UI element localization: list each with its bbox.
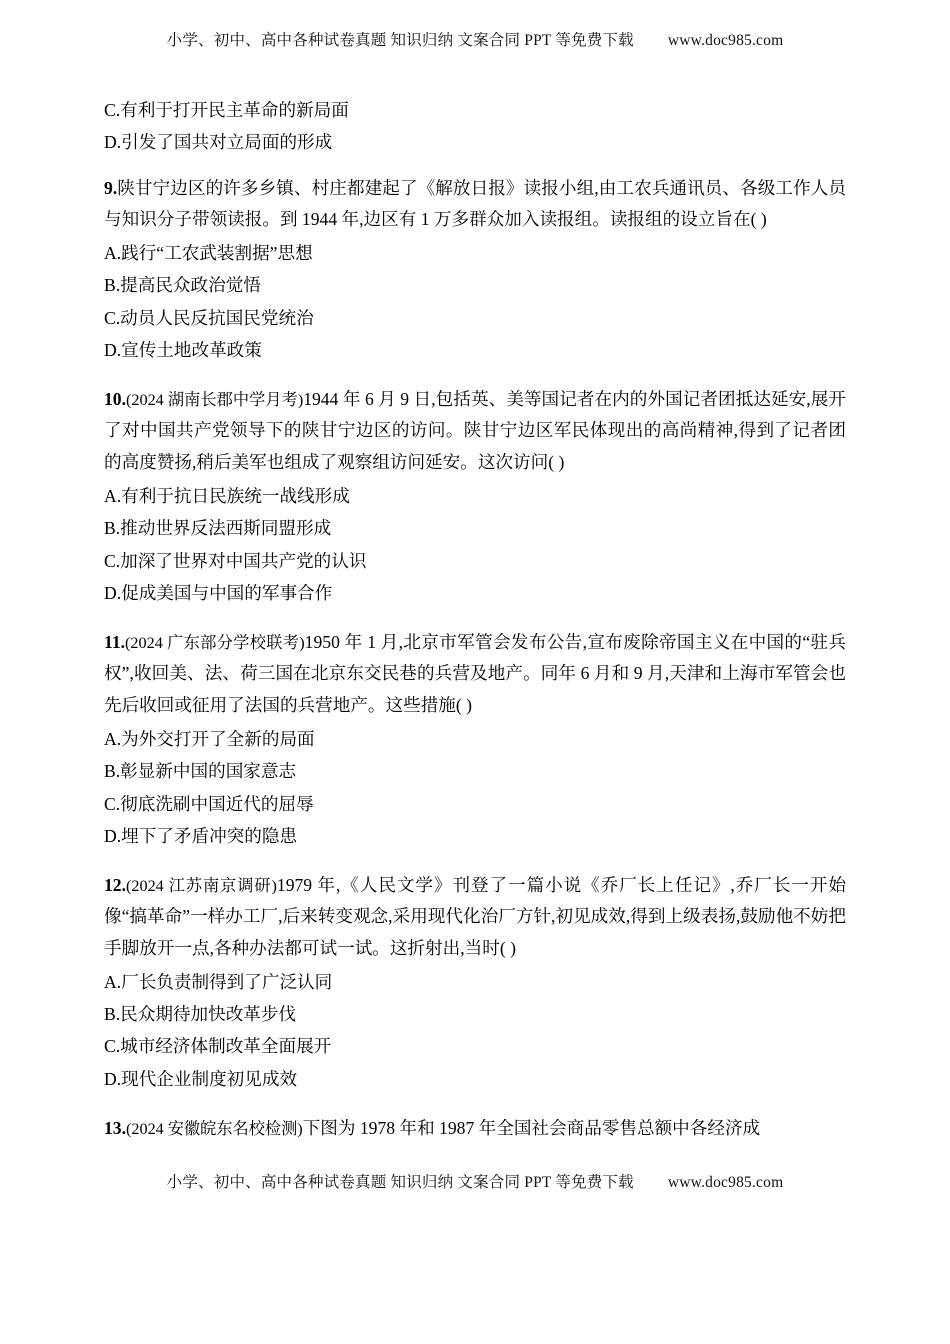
question-11-number: 11. [104,632,126,653]
question-10-option-b: B.推动世界反法西斯同盟形成 [104,518,332,539]
running-header-text: 小学、初中、高中各种试卷真题 知识归纳 文案合同 PPT 等免费下载 [166,32,634,49]
question-12-number: 12. [104,875,126,895]
question-12-option-c: C.城市经济体制改革全面展开 [104,1036,332,1057]
question-12-text: 1979 年,《人民文学》刊登了一篇小说《乔厂长上任记》,乔厂长一开始像“搞革命”一样办工厂,后来转变观念,采用现代化治厂方针,初见成效,得到上级表扬,鼓励他不妨把手脚放开一点,各种办法都可试一试。这折射出,当时( ) [104,875,847,958]
question-9-option-c: C.动员人民反抗国民党统治 [104,307,314,328]
question-9-text: 陕甘宁边区的许多乡镇、村庄都建起了《解放日报》读报小组,由工农兵通讯员、各级工作人员与知识分子带领读报。到 1944 年,边区有 1 万多群众加入读报组。读报组的设立旨在( ) [104,177,846,229]
spacer [104,159,846,173]
question-13-source: (2024 安徽皖东名校检测) [126,1119,303,1138]
question-11-stem [104,627,846,721]
question-10-option-a: A.有利于抗日民族统一战线形成 [104,486,350,507]
question-13-stem [104,1113,846,1144]
question-12-option-d: D.现代企业制度初见成效 [104,1068,298,1089]
spacer [104,370,846,384]
question-11-source: (2024 广东部分学校联考) [125,634,305,653]
question-11-option-c: C.彻底洗刷中国近代的屈辱 [104,793,314,814]
running-footer-text: 小学、初中、高中各种试卷真题 知识归纳 文案合同 PPT 等免费下载 [166,1174,634,1192]
question-12-option-a: A.厂长负责制得到了广泛认同 [104,971,333,992]
spacer [104,856,846,870]
question-12-stem [104,870,846,964]
spacer [104,1099,846,1113]
question-12-option-b: B.民众期待加快改革步伐 [104,1004,297,1025]
question-10-option-d: D.促成美国与中国的军事合作 [104,582,333,603]
question-9-option-a: A.践行“工农武装割据”思想 [104,243,313,264]
carryover-option-c: C.有利于打开民主革命的新局面 [104,100,349,120]
question-11 [104,627,846,852]
question-11-text: 1950 年 1 月,北京市军管会发布公告,宣布废除帝国主义在中国的“驻兵权”,收回美、法、荷三国在北京东交民巷的兵营及地产。同年 6 月和 9 月,天津和上海市军管会也先后收回或征用了法国的兵营地产。这些措施( ) [104,632,846,715]
carryover-option-d: D.引发了国共对立局面的形成 [104,132,333,153]
spacer [104,613,846,627]
question-11-option-d: D.埋下了矛盾冲突的隐患 [104,825,298,846]
question-9-option-d: D.宣传土地改革政策 [104,339,262,360]
question-11-option-b: B.彰显新中国的国家意志 [104,761,297,782]
question-13-number: 13. [104,1117,126,1138]
question-9-stem [104,173,846,236]
running-header-site: www.doc985.com [667,32,784,49]
question-10-source: (2024 湖南长郡中学月考) [126,391,304,410]
question-13 [104,1113,846,1144]
question-10-stem [104,384,846,478]
question-9 [104,173,846,367]
question-13-text: 下图为 1978 年和 1987 年全国社会商品零售总额中各经济成 [302,1117,761,1138]
question-12 [104,870,846,1095]
question-10-number: 10. [104,389,126,410]
question-9-option-b: B.提高民众政治觉悟 [104,275,261,296]
question-11-option-a: A.为外交打开了全新的局面 [104,729,315,749]
question-10-option-c: C.加深了世界对中国共产党的认识 [104,550,367,571]
question-10 [104,384,846,609]
running-footer-site: www.doc985.com [667,1174,784,1192]
running-header [104,28,846,52]
question-9-number: 9. [104,177,118,198]
question-10-text: 1944 年 6 月 9 日,包括英、美等国记者在内的外国记者团抵达延安,展开了对中国共产党领导下的陕甘宁边区的访问。陕甘宁边区军民体现出的高尚精神,得到了记者团的高度赞扬,稍后美军也组成了观察组访问延安。这次访问( ) [104,389,846,472]
document-body [104,94,846,1144]
question-12-source: (2024 江苏南京调研) [126,877,277,895]
running-footer [104,1170,846,1192]
